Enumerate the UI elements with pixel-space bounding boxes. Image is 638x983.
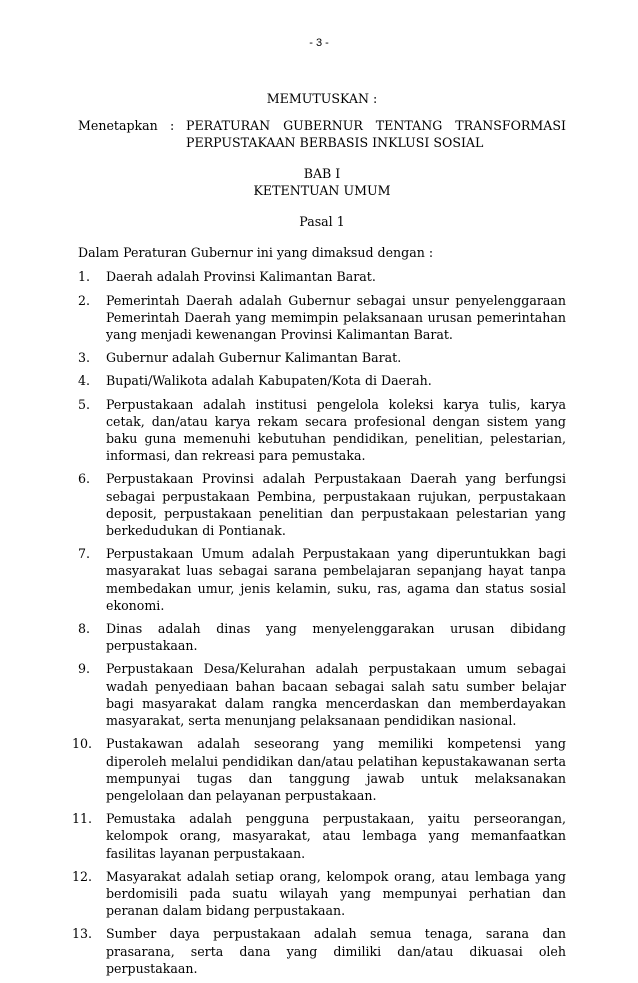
definition-number: 9.: [78, 661, 91, 677]
definition-number: 2.: [78, 292, 91, 308]
definition-number: 8.: [78, 621, 91, 637]
definition-number: 6.: [78, 471, 91, 487]
menetapkan-colon: :: [170, 118, 175, 134]
definition-text: Daerah adalah Provinsi Kalimantan Barat.: [106, 269, 376, 285]
document-body: [72, 90, 566, 983]
definition-number: 1.: [78, 269, 91, 285]
definition-item: [78, 620, 566, 654]
definition-item: [72, 735, 566, 804]
article-heading: Pasal 1: [299, 214, 345, 230]
definition-number: 5.: [78, 396, 91, 412]
chapter-number: BAB I: [303, 165, 341, 181]
definition-text: Perpustakaan Umum adalah Perpustakaan yang diperuntukkan bagi masyarakat luas sebagai sarana pembelajaran sepanjang hayat tanpa membedakan umur, jenis kelamin, suku, ras, agama dan status sosial ekonomi.: [106, 546, 566, 613]
definition-number: 11.: [72, 811, 93, 827]
definition-item: [78, 372, 566, 389]
regulation-title-line2: PERPUSTAKAAN BERBASIS INKLUSI SOSIAL: [186, 135, 484, 151]
intro-text: Dalam Peraturan Gubernur ini yang dimaksud dengan :: [78, 245, 434, 261]
decision-heading: MEMUTUSKAN :: [266, 91, 378, 106]
definition-text: Gubernur adalah Gubernur Kalimantan Barat.: [106, 350, 402, 366]
chapter-title: KETENTUAN UMUM: [253, 182, 391, 198]
menetapkan-label: Menetapkan: [78, 118, 158, 134]
definition-item: [78, 396, 566, 465]
definition-text: Perpustakaan adalah institusi pengelola koleksi karya tulis, karya cetak, dan/atau karya rekam secara profesional dengan sistem yang baku guna memenuhi kebutuhan pendidikan, penelitian, pelestarian, informasi, dan rekreasi para pemustaka.: [106, 396, 566, 464]
definition-item: [72, 810, 566, 862]
definition-number: 12.: [72, 868, 93, 884]
definition-item: [78, 292, 566, 344]
definition-text: Bupati/Walikota adalah Kabupaten/Kota di Daerah.: [106, 373, 432, 389]
definition-item: [72, 925, 566, 977]
definition-text: Pemerintah Daerah adalah Gubernur sebagai unsur penyelenggaraan Pemerintah Daerah yang memimpin pelaksanaan urusan pemerintahan yang menjadi kewenangan Provinsi Kalimantan Barat.: [106, 292, 566, 343]
definition-item: [78, 268, 566, 285]
definition-item: [72, 868, 566, 920]
definition-text: Perpustakaan Provinsi adalah Perpustakaan Daerah yang berfungsi sebagai perpustakaan Pembina, perpustakaan rujukan, perpustakaan deposit, perpustakaan penelitian dan perpustakaan pelestarian yang berkedudukan di Pontianak.: [106, 471, 566, 539]
definition-number: 7.: [78, 546, 91, 562]
definition-item: [78, 349, 566, 366]
definition-item: [78, 545, 566, 614]
definition-number: 10.: [72, 736, 93, 752]
definition-item: [78, 470, 566, 539]
definition-number: 4.: [78, 373, 91, 389]
definition-text: Pemustaka adalah pengguna perpustakaan, yaitu perseorangan, kelompok orang, masyarakat, atau lembaga yang memanfaatkan fasilitas layanan perpustakaan.: [106, 811, 566, 861]
definition-text: Sumber daya perpustakaan adalah semua tenaga, sarana dan prasarana, serta dana yang dimiliki dan/atau dikuasai oleh perpustakaan.: [106, 926, 566, 976]
definition-item: [78, 660, 566, 729]
definition-number: 3.: [78, 350, 91, 366]
regulation-title: [186, 117, 566, 151]
definition-text: Masyarakat adalah setiap orang, kelompok orang, atau lembaga yang berdomisili pada suatu wilayah yang mempunyai perhatian dan peranan dalam bidang perpustakaan.: [106, 868, 566, 919]
definition-text: Perpustakaan Desa/Kelurahan adalah perpustakaan umum sebagai wadah penyediaan bahan bacaan sebagai salah satu sumber belajar bagi masyarakat dalam rangka mencerdaskan dan memberdayakan masyarakat, serta menunjang pelaksanaan pendidikan nasional.: [106, 661, 566, 729]
definition-text: Dinas adalah dinas yang menyelenggarakan urusan dibidang perpustakaan.: [106, 621, 566, 654]
menetapkan-block: [78, 117, 566, 151]
page-number: - 3 -: [309, 37, 329, 49]
definitions-list: [72, 268, 566, 977]
regulation-title-line1: PERATURAN GUBERNUR TENTANG TRANSFORMASI: [186, 118, 566, 134]
definition-number: 13.: [72, 926, 93, 942]
definition-text: Pustakawan adalah seseorang yang memiliki kompetensi yang diperoleh melalui pendidikan dan/atau pelatihan kepustakawanan serta mempunyai tugas dan tanggung jawab untuk melaksanakan pengelolaan dan pelayanan perpustakaan.: [106, 736, 566, 803]
